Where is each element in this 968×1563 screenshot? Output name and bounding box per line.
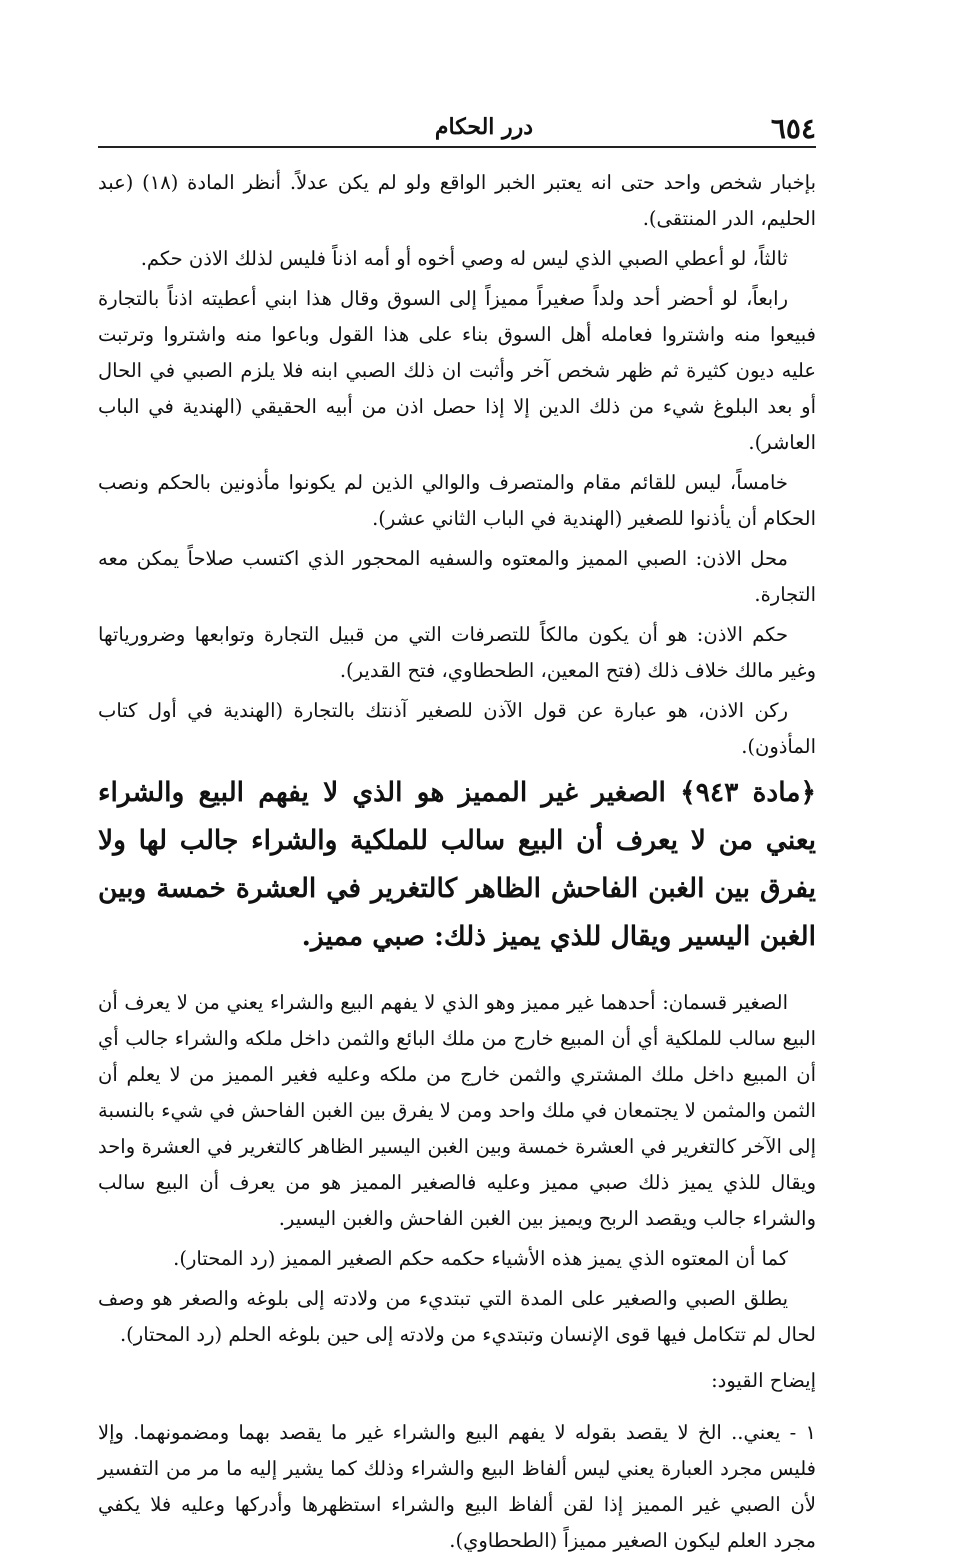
commentary-paragraph: يطلق الصبي والصغير على المدة التي تبتديء من ولادته إلى بلوغه والصغر هو وصف لحال لم تتكامل فيها قوى الإنسان وتبتديء من ولادته إلى حين بلوغه الحلم (رد المحتار).: [98, 1287, 816, 1346]
header-divider: [98, 146, 816, 148]
commentary-paragraph: كما أن المعتوه الذي يميز هذه الأشياء حكمه حكم الصغير المميز (رد المحتار).: [173, 1247, 788, 1270]
paragraph: بإخبار شخص واحد حتى انه يعتبر الخبر الواقع ولو لم يكن عدلاً. أنظر المادة (١٨) (عبد الحليم، الدر المنتقى).: [98, 171, 816, 230]
paragraph: رابعاً، لو أحضر أحد ولداً صغيراً مميزاً إلى السوق وقال هذا ابني أعطيته اذناً بالتجارة فبيعوا منه واشتروا فعامله أهل السوق بناء على هذا القول وباعوا منه واشتروا وترتبت عليه ديون كثيرة ثم ظهر شخص آخر وأثبت ان ذلك الصبي ابنه فلا يلزم الصبي في الحال أو بعد البلوغ شيء من ذلك الدين إلا إذا حصل اذن من أبيه الحقيقي (الهندية في الباب العاشر).: [98, 287, 816, 454]
article-943: ﴿مادة ٩٤٣﴾ الصغير غير المميز هو الذي لا يفهم البيع والشراء يعني من لا يعرف أن البيع سالب للملكية والشراء جالب لها ولا يفرق بين الغبن الفاحش الظاهر كالتغرير في العشرة خمسة وبين الغبن اليسير ويقال للذي يميز ذلك: صبي مميز.: [98, 777, 816, 952]
running-title: درر الحكام: [434, 114, 534, 140]
page-number: ٦٥٤: [770, 112, 816, 145]
paragraph: ركن الاذن، هو عبارة عن قول الآذن للصغير آذنتك بالتجارة (الهندية في أول كتاب المأذون).: [98, 699, 816, 758]
note-paragraph: ١ - يعني.. الخ لا يقصد بقوله لا يفهم البيع والشراء غير ما يقصد بهما ومضمونهما. وإلا فليس مجرد العبارة يعني ليس ألفاظ البيع والشراء وذلك كما يشير إليه ما مر من التفسير لأن الصبي غير المميز إذا لقن ألفاظ البيع والشراء استظهرها وأدركها وعليه فلا يكفي مجرد العلم ليكون الصغير مميزاً (الطحطاوي).: [98, 1421, 816, 1552]
paragraph: ثالثاً، لو أعطي الصبي الذي ليس له وصي أخوه أو أمه اذناً فليس لذلك الاذن حكم.: [140, 247, 788, 270]
spacer: [98, 967, 816, 985]
page-body: [98, 165, 816, 1563]
paragraph: محل الاذن: الصبي المميز والمعتوه والسفيه المحجور الذي اكتسب صلاحاً يمكن معه التجارة.: [98, 547, 816, 606]
paragraph: حكم الاذن: هو أن يكون مالكاً للتصرفات التي من قبيل التجارة وتوابعها وضرورياتها وغير مالك خلاف ذلك (فتح المعين، الطحطاوي، فتح القدير).: [98, 623, 816, 682]
paragraph: خامساً، ليس للقائم مقام والمتصرف والوالي الذين لم يكونوا مأذونين بالحكم ونصب الحكام أن يأذنوا للصغير (الهندية في الباب الثاني عشر).: [98, 471, 816, 530]
commentary-paragraph: الصغير قسمان: أحدهما غير مميز وهو الذي لا يفهم البيع والشراء يعني من لا يعرف أن البيع سالب للملكية أي أن المبيع خارج من ملك البائع والثمن داخل ملكه والشراء جالب أي أن المبيع داخل ملك المشتري والثمن خارج من ملكه وعليه فغير المميز من لا يعلم أن الثمن والمثمن لا يجتمعان في ملك واحد ومن لا يفرق بين الغبن الفاحش في شيء بالنسبة إلى الآخر كالتغرير في العشرة خمسة وبين الغبن اليسير الظاهر كالتغرير في العشرة واحد ويقال للذي يميز ذلك صبي مميز وعليه فالصغير المميز هو من يعرف أن البيع سالب والشراء جالب ويقصد الربح ويميز بين الغبن الفاحش والغبن اليسير.: [98, 991, 817, 1230]
clarification-heading: إيضاح القيود:: [711, 1369, 816, 1392]
